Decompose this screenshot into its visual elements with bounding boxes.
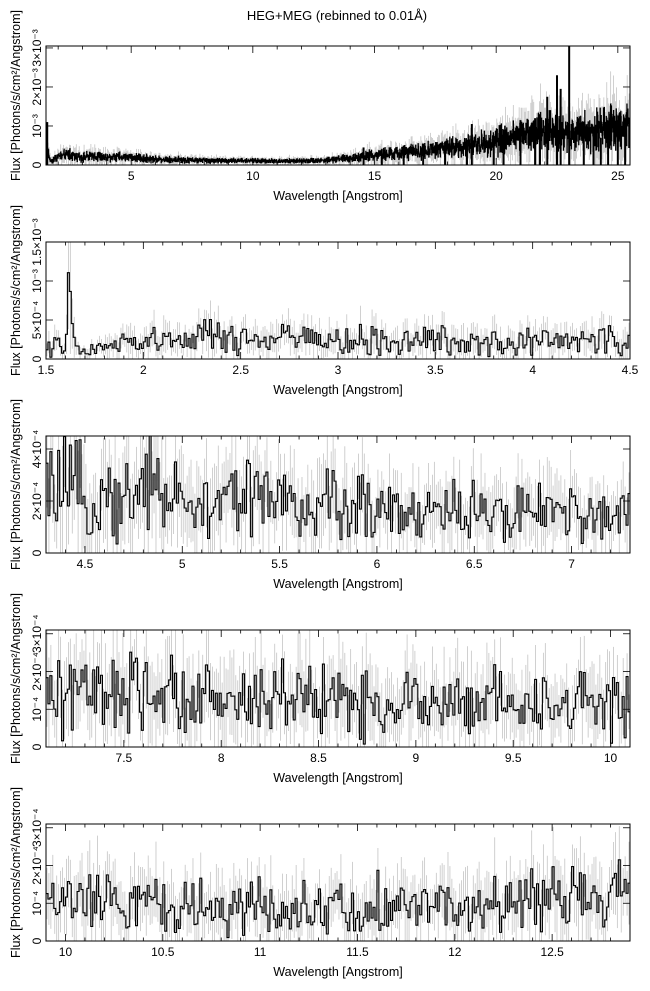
y-tick-label: 10⁻³ (30, 114, 45, 138)
x-tick-label: 4.5 (76, 557, 94, 571)
y-axis-label: Flux [Photons/s/cm²/Angstrom] (9, 10, 23, 181)
x-tick-label: 12.5 (540, 945, 564, 959)
y-tick-label: 10⁻⁴ (30, 890, 44, 916)
x-tick-label: 10 (58, 945, 73, 959)
x-tick-label: 5 (178, 557, 186, 571)
y-tick-label: 0 (30, 937, 44, 945)
x-tick-label: 9 (412, 751, 420, 765)
x-tick-label: 4 (529, 363, 537, 377)
y-tick-label: 0 (30, 355, 44, 363)
x-tick-label: 3.5 (426, 363, 444, 377)
x-tick-label: 11 (253, 945, 267, 959)
error-bars-3 (47, 436, 629, 553)
y-tick-label: 5×10⁻⁴ (30, 300, 44, 340)
y-tick-label: 2×10⁻⁴ (30, 481, 44, 521)
x-axis-label: Wavelength [Angstrom] (273, 383, 403, 397)
x-tick-label: 6.5 (465, 557, 483, 571)
panel-2 (9, 205, 639, 397)
panel-5 (9, 787, 630, 979)
y-tick-label: 1.5×10⁻³ (30, 218, 44, 266)
plot-area-5 (46, 826, 630, 941)
y-tick-label: 2×10⁻³ (30, 68, 44, 106)
x-tick-label: 10 (603, 751, 618, 765)
y-tick-label: 2×10⁻⁴ (30, 652, 44, 691)
spectrum-line-2 (46, 273, 630, 358)
x-tick-label: 9.5 (504, 751, 522, 765)
x-tick-label: 1.5 (37, 363, 55, 377)
x-tick-label: 12 (448, 945, 462, 959)
plot-area-2 (46, 242, 630, 359)
x-tick-label: 2 (139, 363, 147, 377)
y-axis-label: Flux [Photons/s/cm²/Angstrom] (9, 399, 23, 570)
panel-4 (9, 593, 630, 785)
y-tick-label: 10⁻³ (30, 269, 44, 293)
plot-frame (46, 436, 630, 553)
x-axis-label: Wavelength [Angstrom] (273, 577, 403, 591)
panel-3 (9, 399, 630, 591)
plot-area-4 (46, 630, 630, 747)
x-tick-label: 10.5 (151, 945, 175, 959)
error-bars-5 (47, 826, 629, 941)
y-tick-label: 3×10⁻⁴ (30, 614, 44, 654)
spectrum-line-3 (46, 436, 630, 544)
panels (9, 10, 639, 979)
y-tick-label: 4×10⁻⁴ (30, 429, 44, 469)
y-tick-label: 0 (30, 161, 44, 169)
panel-1 (9, 10, 630, 203)
x-tick-label: 4.5 (621, 363, 639, 377)
spectrum-line-4 (46, 652, 630, 744)
x-tick-label: 10 (246, 169, 260, 183)
y-axis-label: Flux [Photons/s/cm²/Angstrom] (9, 205, 23, 376)
plot-area-3 (46, 436, 630, 553)
y-tick-label: 3×10⁻⁴ (30, 808, 44, 848)
x-tick-label: 6 (373, 557, 381, 571)
x-tick-label: 3 (334, 363, 342, 377)
x-tick-label: 5 (127, 169, 135, 183)
x-tick-label: 8 (217, 751, 225, 765)
y-axis-label: Flux [Photons/s/cm²/Angstrom] (9, 593, 23, 764)
y-tick-label: 2×10⁻⁴ (30, 846, 44, 885)
y-axis-label: Flux [Photons/s/cm²/Angstrom] (9, 787, 23, 958)
y-tick-label: 0 (30, 743, 44, 751)
plot-area-1 (46, 46, 630, 165)
y-tick-label: 3×10⁻³ (30, 29, 44, 67)
x-tick-label: 25 (611, 169, 625, 183)
x-tick-label: 7.5 (115, 751, 133, 765)
x-tick-label: 7 (568, 557, 575, 571)
y-tick-label: 0 (30, 549, 44, 557)
spectrum-line-5 (46, 860, 630, 938)
y-tick-label: 10⁻⁴ (30, 696, 44, 722)
x-tick-label: 8.5 (310, 751, 327, 765)
x-tick-label: 2.5 (232, 363, 250, 377)
x-tick-label: 15 (367, 169, 382, 183)
figure-title: HEG+MEG (rebinned to 0.01Å) (246, 8, 428, 23)
x-tick-label: 5.5 (271, 557, 288, 571)
x-axis-label: Wavelength [Angstrom] (273, 189, 403, 203)
x-axis-label: Wavelength [Angstrom] (273, 965, 403, 979)
x-tick-label: 20 (489, 169, 503, 183)
x-axis-label: Wavelength [Angstrom] (273, 771, 403, 785)
x-tick-label: 11.5 (346, 945, 369, 959)
